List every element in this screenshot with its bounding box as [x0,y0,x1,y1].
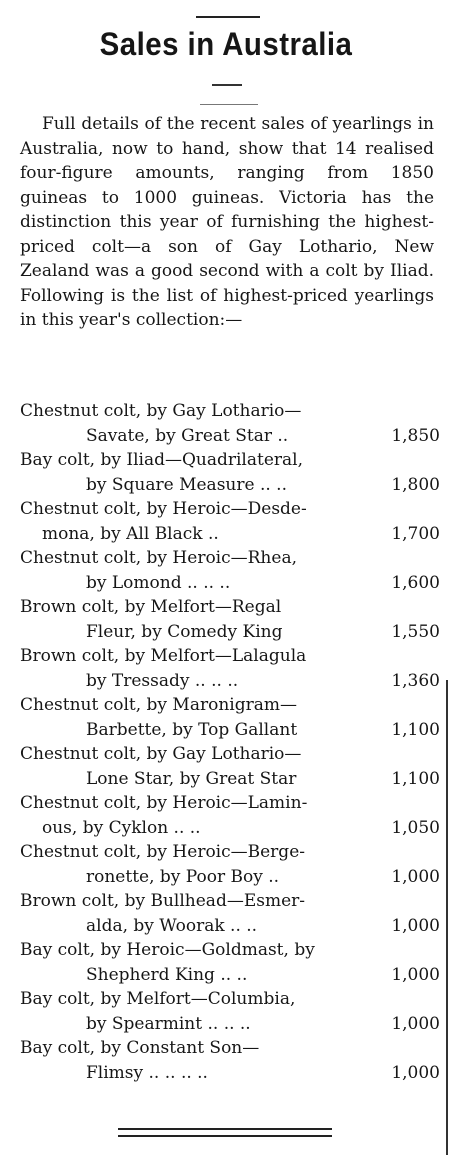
sale-entry [20,497,440,546]
sale-entry [20,546,440,595]
sale-dam-line [20,669,440,694]
sale-entry [20,840,440,889]
sale-entry [20,938,440,987]
sale-horse-line: Bay colt, by Heroic—Goldmast, by [20,940,315,960]
sale-horse-line: Chestnut colt, by Heroic—Berge- [20,842,305,862]
sale-entry [20,791,440,840]
sale-price: 1,550 [391,621,440,642]
end-rule-bottom [118,1135,332,1137]
sale-dam-line [20,718,440,743]
sale-dam-line [20,620,440,645]
sale-dam-sire: by Tressady .. .. .. [86,670,239,691]
sale-horse-line: Chestnut colt, by Heroic—Rhea, [20,548,297,568]
sale-entry [20,693,440,742]
sale-price: 1,000 [391,1062,440,1083]
sale-price: 1,050 [391,817,440,838]
sale-horse-line: Chestnut colt, by Gay Lothario— [20,401,302,421]
sale-dam-sire: Lone Star, by Great Star [86,768,297,789]
sale-price: 1,000 [391,964,440,985]
sale-dam-line [20,1061,440,1086]
sale-price: 1,700 [391,523,440,544]
sale-horse-line: Bay colt, by Melfort—Columbia, [20,989,296,1009]
sale-dam-line [20,571,440,596]
sale-price: 1,360 [391,670,440,691]
headline-rule [212,84,242,86]
sale-dam-sire: ous, by Cyklon .. .. [42,817,201,838]
sale-dam-line [20,424,440,449]
sale-entry [20,889,440,938]
sale-horse-line: Bay colt, by Constant Son— [20,1038,260,1058]
sale-horse-line: Bay colt, by Iliad—Quadrilateral, [20,450,303,470]
divider-dash [200,104,258,105]
sale-dam-line [20,914,440,939]
sale-price: 1,800 [391,474,440,495]
sale-dam-line [20,522,440,547]
sale-dam-sire: by Square Measure .. .. [86,474,287,495]
sale-dam-sire: mona, by All Black .. [42,523,219,544]
sale-dam-sire: by Lomond .. .. .. [86,572,231,593]
sale-dam-line [20,816,440,841]
sale-entry [20,742,440,791]
sale-dam-line [20,865,440,890]
sale-dam-line [20,767,440,792]
sale-dam-line [20,1012,440,1037]
sales-list [20,399,440,1085]
sale-horse-line: Chestnut colt, by Gay Lothario— [20,744,302,764]
sale-horse-line: Brown colt, by Melfort—Regal [20,597,282,617]
sale-dam-sire: Barbette, by Top Gallant [86,719,298,740]
sale-entry [20,987,440,1036]
sale-price: 1,850 [391,425,440,446]
sale-dam-line [20,963,440,988]
sale-entry [20,399,440,448]
sale-price: 1,600 [391,572,440,593]
intro-paragraph: Full details of the recent sales of yearlings in Australia, now to hand, show that 14 realised four-figure amounts, ranging from 1850 guineas to 1000 guineas. Victoria has the distinction this year of furnishing the highest-priced colt—a son of Gay Lothario, New Zealand was a good second with a colt by Iliad. Following is the list of highest-priced yearlings in this year's collection:— [20,114,434,330]
sale-dam-sire: by Spearmint .. .. .. [86,1013,251,1034]
sale-dam-sire: ronette, by Poor Boy .. [86,866,280,887]
sale-horse-line: Brown colt, by Melfort—Lalagula [20,646,307,666]
headline: Sales in Australia [99,26,353,62]
top-rule [196,16,260,18]
sale-price: 1,100 [391,719,440,740]
sale-entry [20,448,440,497]
sale-dam-line [20,473,440,498]
column-rule [446,680,448,1155]
sale-price: 1,000 [391,915,440,936]
sale-entry [20,1036,440,1085]
sale-horse-line: Chestnut colt, by Heroic—Desde- [20,499,307,519]
sale-horse-line: Chestnut colt, by Maronigram— [20,695,297,715]
sale-price: 1,000 [391,1013,440,1034]
end-rule-top [118,1128,332,1130]
sale-horse-line: Chestnut colt, by Heroic—Lamin- [20,793,308,813]
sale-entry [20,644,440,693]
sale-price: 1,100 [391,768,440,789]
sale-dam-sire: Fleur, by Comedy King [86,621,283,642]
sale-dam-sire: Flimsy .. .. .. .. [86,1062,208,1083]
sale-dam-sire: alda, by Woorak .. .. [86,915,258,936]
sale-entry [20,595,440,644]
sale-dam-sire: Shepherd King .. .. [86,964,248,985]
sale-dam-sire: Savate, by Great Star .. [86,425,289,446]
sale-horse-line: Brown colt, by Bullhead—Esmer- [20,891,306,911]
sale-price: 1,000 [391,866,440,887]
